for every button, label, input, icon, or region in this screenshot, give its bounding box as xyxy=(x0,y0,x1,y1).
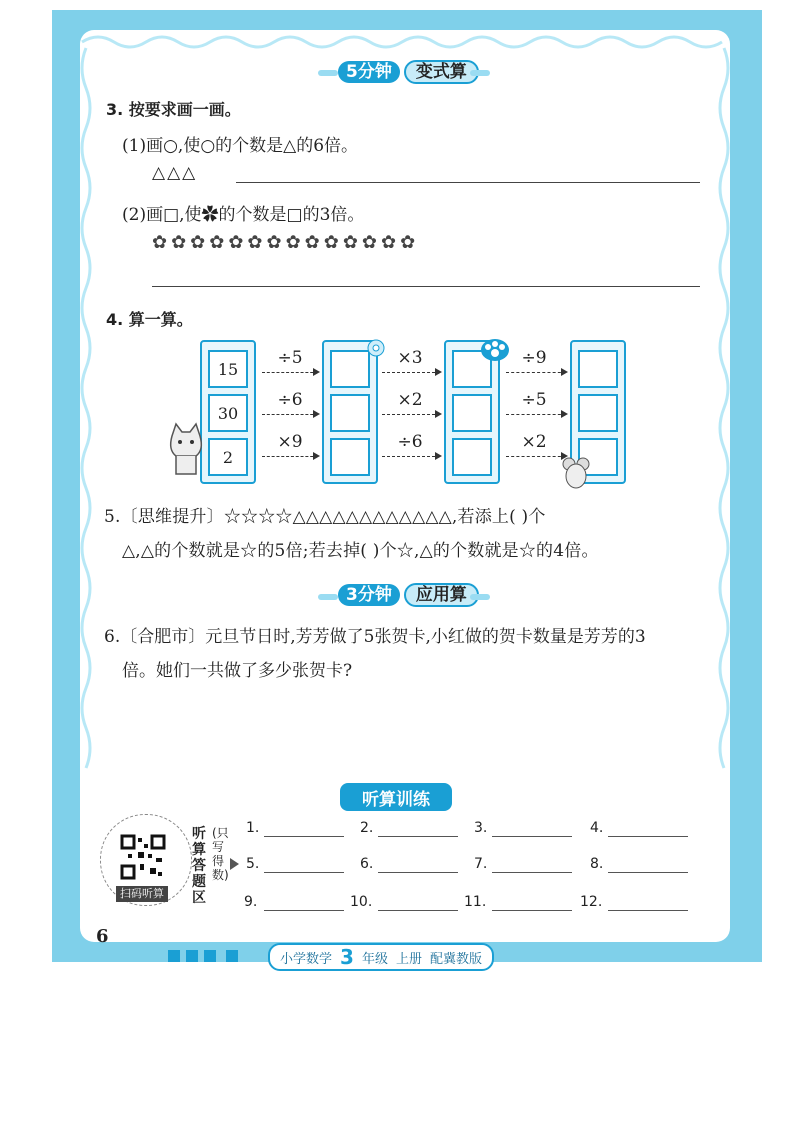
draw-line-2[interactable] xyxy=(152,286,700,287)
answer-number: 7. xyxy=(474,856,488,872)
start-cell: 2 xyxy=(208,438,248,476)
triangle-shapes: △△△ xyxy=(152,163,198,183)
operation-label: ×9 xyxy=(277,432,303,452)
answer-number: 2. xyxy=(360,820,374,836)
question-6-line-1: 6.〔合肥市〕元旦节日时,芳芳做了5张贺卡,小红做的贺卡数量是芳芳的3 xyxy=(104,627,646,647)
book-info-badge xyxy=(268,943,494,971)
footer-block xyxy=(186,950,198,962)
footer-edition: 配冀教版 xyxy=(429,951,482,967)
answer-number: 1. xyxy=(246,820,260,836)
page-number: 6 xyxy=(96,926,109,947)
operation-label: ×2 xyxy=(521,432,547,452)
answer-number: 12. xyxy=(580,894,603,910)
arrow xyxy=(506,456,566,457)
footer-block xyxy=(168,950,180,962)
answer-line[interactable] xyxy=(378,910,458,911)
answer-box[interactable] xyxy=(578,350,618,388)
arrow xyxy=(382,456,440,457)
arrow xyxy=(382,372,440,373)
operation-label: ×2 xyxy=(397,390,423,410)
operation-label: ÷6 xyxy=(397,432,423,452)
answer-line[interactable] xyxy=(608,872,688,873)
arrow xyxy=(262,414,318,415)
header-deco-left xyxy=(318,70,338,76)
arrow xyxy=(262,372,318,373)
section-time-badge: 5分钟 xyxy=(338,61,400,83)
footer-block xyxy=(226,950,238,962)
answer-number: 4. xyxy=(590,820,604,836)
answer-number: 6. xyxy=(360,856,374,872)
paw-decoration-icon xyxy=(480,336,510,362)
arrow xyxy=(262,456,318,457)
answer-line[interactable] xyxy=(264,836,344,837)
answer-number: 5. xyxy=(246,856,260,872)
answer-box[interactable] xyxy=(330,394,370,432)
answer-number: 8. xyxy=(590,856,604,872)
question-5-line-1: 5.〔思维提升〕☆☆☆☆△△△△△△△△△△△△,若添上( )个 xyxy=(104,507,546,527)
pointer-arrow-icon xyxy=(230,858,239,870)
start-column xyxy=(200,340,256,484)
arrow xyxy=(506,414,566,415)
section-header-yingyongsuan xyxy=(338,583,479,607)
operation-label: ÷5 xyxy=(277,348,303,368)
answer-box[interactable] xyxy=(452,394,492,432)
question-3-part-2: (2)画□,使✿的个数是□的3倍。 xyxy=(122,205,365,225)
answer-column-1 xyxy=(322,340,378,484)
answer-box[interactable] xyxy=(330,438,370,476)
answer-box[interactable] xyxy=(452,438,492,476)
footer-volume: 上册 xyxy=(395,951,422,967)
operation-label: ÷9 xyxy=(521,348,547,368)
section-time-badge: 3分钟 xyxy=(338,584,400,606)
answer-line[interactable] xyxy=(264,910,344,911)
answer-number: 3. xyxy=(474,820,488,836)
footer-block xyxy=(204,950,216,962)
section-title: 应用算 xyxy=(404,583,479,607)
cat-illustration-icon xyxy=(166,420,206,476)
footer-grade: 年级 xyxy=(361,951,388,967)
footer-grade-number: 3 xyxy=(340,945,354,969)
answer-line[interactable] xyxy=(608,836,688,837)
answer-zone-label: 听算答题区 xyxy=(192,826,206,906)
header-deco-left xyxy=(318,594,338,600)
arrow xyxy=(506,372,566,373)
answer-line[interactable] xyxy=(492,872,572,873)
answer-line[interactable] xyxy=(608,910,688,911)
question-3-part-1: (1)画○,使○的个数是△的6倍。 xyxy=(122,136,359,156)
operation-label: ×3 xyxy=(397,348,423,368)
flower-decoration-icon xyxy=(366,338,386,358)
draw-line-1[interactable] xyxy=(236,182,700,183)
qr-code-icon[interactable] xyxy=(120,834,166,880)
answer-box[interactable] xyxy=(578,394,618,432)
listening-title: 听算训练 xyxy=(340,783,452,811)
answer-line[interactable] xyxy=(264,872,344,873)
answer-number: 11. xyxy=(464,894,487,910)
operation-label: ÷6 xyxy=(277,390,303,410)
answer-box[interactable] xyxy=(330,350,370,388)
answer-zone-note: (只写得数) xyxy=(212,826,229,882)
header-deco-right xyxy=(470,70,490,76)
footer-subject: 小学数学 xyxy=(280,951,333,967)
header-deco-right xyxy=(470,594,490,600)
question-3-title: 3. 按要求画一画。 xyxy=(106,100,241,119)
section-header-bianshisuan xyxy=(338,60,479,84)
answer-number: 10. xyxy=(350,894,373,910)
start-cell: 15 xyxy=(208,350,248,388)
answer-number: 9. xyxy=(244,894,258,910)
section-title: 变式算 xyxy=(404,60,479,84)
answer-line[interactable] xyxy=(492,910,572,911)
question-4-title: 4. 算一算。 xyxy=(106,310,193,329)
flower-shapes: ✿✿✿✿✿✿✿✿✿✿✿✿✿✿ xyxy=(152,232,420,253)
question-5-line-2: △,△的个数就是☆的5倍;若去掉( )个☆,△的个数就是☆的4倍。 xyxy=(122,541,599,561)
start-cell: 30 xyxy=(208,394,248,432)
answer-line[interactable] xyxy=(378,836,458,837)
scan-label: 扫码听算 xyxy=(116,886,168,902)
mouse-illustration-icon xyxy=(562,456,590,490)
operation-label: ÷5 xyxy=(521,390,547,410)
answer-area[interactable] xyxy=(104,690,700,780)
answer-line[interactable] xyxy=(492,836,572,837)
question-6-line-2: 倍。她们一共做了多少张贺卡? xyxy=(122,661,353,681)
arrow xyxy=(382,414,440,415)
answer-line[interactable] xyxy=(378,872,458,873)
